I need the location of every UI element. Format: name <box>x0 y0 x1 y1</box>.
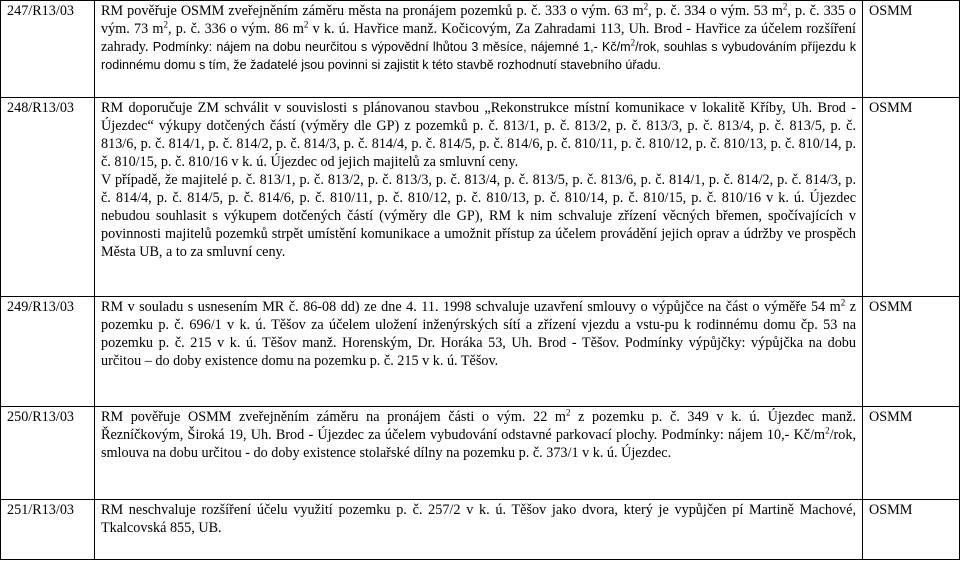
resolution-number: 251/R13/03 <box>1 500 95 560</box>
table-row <box>1 407 960 500</box>
resolution-text: RM pověřuje OSMM zveřejněním záměru na pronájem části o vým. 22 $m^2$ z pozemku p. č. 349 v k. ú. Újezdec manž. Řezníčkovým, Široká 19, Uh. Brod - Újezdec za účelem vybudování odstavné parkovací plochy. Podmínky: nájem 10,- $Kč/m^2$/rok, smlouva na dobu určitou - do doby existence stolařské dílny na pozemku p. č. 373/1 v k. ú. Újezdec. <box>95 407 863 500</box>
table-row <box>1 98 960 297</box>
responsible-department: OSMM <box>863 500 960 560</box>
responsible-department: OSMM <box>863 98 960 297</box>
responsible-department: OSMM <box>863 297 960 407</box>
resolution-number: 247/R13/03 <box>1 1 95 98</box>
resolution-number: 249/R13/03 <box>1 297 95 407</box>
resolution-number: 250/R13/03 <box>1 407 95 500</box>
table-row <box>1 500 960 560</box>
responsible-department: OSMM <box>863 1 960 98</box>
table-row <box>1 297 960 407</box>
resolution-text: RM v souladu s usnesením MR č. 86-08 dd) ze dne 4. 11. 1998 schvaluje uzavření smlouvy o výpůjčce na část o výměře 54 $m^2$ z pozemku p. č. 696/1 v k. ú. Těšov za účelem uložení inženýrských sítí a zřízení vjezdu a vstu-pu k rodinnému domu čp. 53 na pozemku p. č. 215 v k. ú. Těšov manž. Horenským, Dr. Horáka 53, Uh. Brod - Těšov. Podmínky výpůjčky: výpůjčka na dobu určitou – do doby existence domu na pozemku p. č. 215 v k. ú. Těšov. <box>95 297 863 407</box>
resolution-text: RM doporučuje ZM schválit v souvislosti s plánovanou stavbou „Rekonstrukce místní komunikace v lokalitě Kříby, Uh. Brod - Újezdec“ výkupy dotčených částí (výměry dle GP) z pozemků p. č. 813/1, p. č. 813/2, p. č. 813/3, p. č. 813/4, p. č. 813/5, p. č. 813/6, p. č. 814/1, p. č. 814/2, p. č. 814/3, p. č. 814/4, p. č. 814/5, p. č. 814/6, p. č. 810/11, p. č. 810/12, p. č. 810/13, p. č. 810/14, p. č. 810/15, p. č. 810/16 v k. ú. Újezdec od jejich majitelů za smluvní ceny. V případě, že majitelé p. č. 813/1, p. č. 813/2, p. č. 813/3, p. č. 813/4, p. č. 813/5, p. č. 813/6, p. č. 814/1, p. č. 814/2, p. č. 814/3, p. č. 814/4, p. č. 814/5, p. č. 814/6, p. č. 810/11, p. č. 810/12, p. č. 810/13, p. č. 810/14, p. č. 810/15, p. č. 810/16 v k. ú. Újezdec nebudou souhlasit s výkupem dotčených částí (výměry dle GP), RM k nim schvaluje zřízení věcných břemen, spočívajících v povinnosti majitelů pozemků strpět umístění komunikace a umožnit přístup za účelem provádění jejich oprav a údržby ve prospěch Města UB, a to za smluvní ceny. <box>95 98 863 297</box>
resolution-text: RM pověřuje OSMM zveřejněním záměru města na pronájem pozemků p. č. 333 o vým. 63 $m^2$, p. č. 334 o vým. 53 $m^2$, p. č. 335 o vým. 73 $m^2$, p. č. 336 o vým. 86 $m^2$ v k. ú. Havřice manž. Kočicovým, Za Zahradami 113, Uh. Brod - Havřice za účelem rozšíření zahrady. Podmínky: nájem na dobu neurčitou s výpovědní lhůtou 3 měsíce, nájemné 1,- $Kč/m^2$/rok, souhlas s vybudováním příjezdu k rodinnému domu s tím, že žadatelé jsou povinni si zajistit k této stavbě rozhodnutí stavebního úřadu. <box>95 1 863 98</box>
responsible-department: OSMM <box>863 407 960 500</box>
resolution-text: RM neschvaluje rozšíření účelu využití pozemku p. č. 257/2 v k. ú. Těšov jako dvora, který je vypůjčen pí Martině Machové, Tkalcovská 855, UB. <box>95 500 863 560</box>
table-row <box>1 1 960 98</box>
resolution-number: 248/R13/03 <box>1 98 95 297</box>
